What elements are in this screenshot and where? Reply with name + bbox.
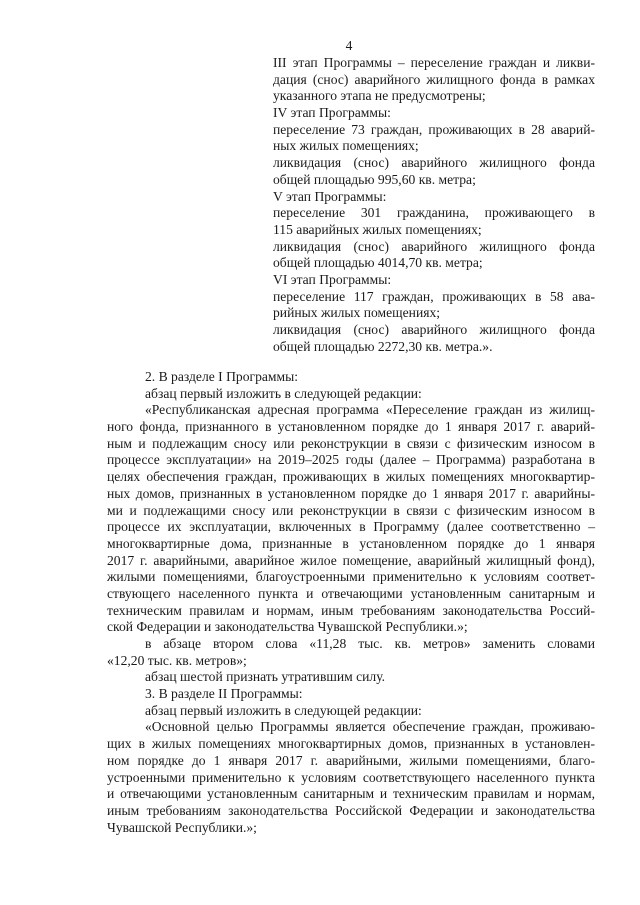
text-line: III этап Программы – переселение граждан и ликви- — [273, 55, 595, 70]
text-line: целях обеспечения граждан, проживающих в жилых помещениях многоквартир- — [107, 469, 595, 485]
text-line: общей площадью 995,60 кв. метра; — [273, 171, 476, 187]
amendment-stages-text — [273, 55, 595, 355]
text-line: рийных жилых помещениях; — [273, 305, 441, 321]
text-line: абзац первый изложить в следующей редакции: — [145, 385, 422, 401]
text-line: «Республиканская адресная программа «Переселение граждан из жилищ- — [145, 402, 595, 418]
text-line: иным требованиям законодательства Российской Федерации и законодательства — [107, 802, 595, 818]
text-line: переселение 73 граждан, проживающих в 28 аварий- — [273, 121, 595, 137]
text-line: VI этап Программы: — [273, 271, 392, 287]
text-line: устроенными применительно к условиям соответствующего населенного пункта — [107, 769, 595, 785]
text-line: общей площадью 2272,30 кв. метра.». — [273, 338, 493, 354]
text-line: техническим правилам и нормам, иным требованиям законодательства Россий- — [107, 602, 595, 618]
text-line: общей площадью 4014,70 кв. метра; — [273, 255, 483, 271]
text-line: ным и подлежащим сносу или реконструкции в связи с физическим износом в — [107, 435, 595, 451]
text-line: ликвидация (снос) аварийного жилищного фонда — [273, 155, 595, 171]
text-line: ской Федерации и законодательства Чувашской Республики.»; — [107, 619, 468, 635]
text-line: процессе их эксплуатации, включенных в Программу (далее соответственно – — [107, 519, 595, 535]
text-line: ном порядке до 1 января 2017 г. аварийными, жилыми помещениями, благо- — [107, 752, 595, 768]
text-line: ного фонда, признанного в установленном порядке до 1 января 2017 г. аварий- — [107, 419, 595, 435]
text-line: V этап Программы: — [273, 188, 387, 204]
text-line: «12,20 тыс. кв. метров»; — [107, 652, 247, 668]
text-line: переселение 301 гражданина, проживающего в — [273, 205, 595, 221]
text-line: и отвечающими установленным санитарным и техническим правилам и нормам, — [107, 786, 595, 802]
text-line: переселение 117 граждан, проживающих в 58 ава- — [273, 288, 595, 304]
text-line: IV этап Программы: — [273, 105, 391, 121]
text-line: ликвидация (снос) аварийного жилищного фонда — [273, 238, 595, 254]
text-line: 3. В разделе II Программы: — [145, 686, 303, 702]
text-line: 115 аварийных жилых помещениях; — [273, 221, 482, 237]
text-line: абзац первый изложить в следующей редакции: — [145, 702, 422, 718]
text-line: в абзаце втором слова «11,28 тыс. кв. метров» заменить словами — [145, 636, 595, 651]
text-line: указанного этапа не предусмотрены; — [273, 88, 486, 104]
text-line: процессе эксплуатации» на 2019–2025 годы (далее – Программа) разработана в — [107, 452, 595, 468]
text-line: 2. В разделе I Программы: — [145, 369, 299, 384]
text-line: дация (снос) аварийного жилищного фонда в рамках — [273, 71, 595, 87]
text-line: многоквартирные дома, признанные в установленном порядке до 1 января — [107, 535, 595, 551]
text-line: Чувашской Республики.»; — [107, 819, 257, 835]
text-line: 2017 г. аварийными, аварийное жилое помещение, аварийный жилищный фонд), — [107, 552, 595, 568]
text-line: жилыми помещениями, благоустроенными применительно к условиям соответ- — [107, 569, 595, 585]
text-line: ных жилых помещениях; — [273, 138, 419, 154]
text-line: ных домов, признанных в установленном порядке до 1 января 2017 г. аварийны- — [107, 485, 595, 501]
text-line: щих в жилых помещениях многоквартирных домов, признанных в установлен- — [107, 736, 595, 752]
amendment-sections-text — [107, 369, 595, 836]
text-line: ми и подлежащими сносу или реконструкции в связи с физическим износом в — [107, 502, 595, 518]
text-line: ствующего населенного пункта и отвечающими установленным санитарным и — [107, 585, 595, 601]
page-number: 4 — [345, 38, 353, 53]
text-line: ликвидация (снос) аварийного жилищного фонда — [273, 322, 595, 337]
text-line: «Основной целью Программы является обеспечение граждан, проживаю- — [145, 719, 595, 735]
text-line: абзац шестой признать утратившим силу. — [145, 669, 386, 685]
